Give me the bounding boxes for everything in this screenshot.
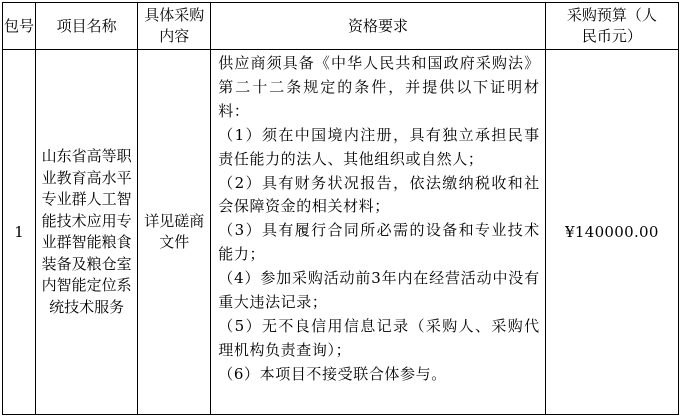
package-number-cell: 1 xyxy=(3,50,36,415)
header-procurement-content: 具体采购内容 xyxy=(138,3,211,50)
qualification-requirements-cell xyxy=(211,50,545,415)
requirements-intro: 供应商须具备《中华人民共和国政府采购法》第二十二条规定的条件，并提供以下证明材料： xyxy=(218,54,540,120)
requirement-item-5: （5）无不良信用信息记录（采购人、采购代理机构负责查询）； xyxy=(218,316,540,359)
requirement-item-1: （1）须在中国境内注册，具有独立承担民事责任能力的法人、其他组织或自然人； xyxy=(218,125,540,168)
header-project-name: 项目名称 xyxy=(36,3,138,50)
budget-cell: ¥140000.00 xyxy=(545,50,678,415)
table-row xyxy=(3,50,679,415)
requirement-item-3: （3）具有履行合同所必需的设备和专业技术能力； xyxy=(218,221,540,264)
procurement-table xyxy=(2,2,679,415)
header-package-number: 包号 xyxy=(3,3,36,50)
requirement-item-4: （4）参加采购活动前3年内在经营活动中没有重大违法记录； xyxy=(218,269,540,312)
header-row xyxy=(3,3,679,50)
header-qualification-requirements: 资格要求 xyxy=(211,3,545,50)
requirement-item-2: （2）具有财务状况报告，依法缴纳税收和社会保障资金的相关材料； xyxy=(218,173,540,216)
project-name-cell: 山东省高等职业教育高水平专业群人工智能技术应用专业群智能粮食装备及粮仓室内智能定位系统技术服务 xyxy=(36,50,138,415)
procurement-content-cell: 详见磋商文件 xyxy=(138,50,211,415)
header-budget: 采购预算（人民币元） xyxy=(545,3,678,50)
requirement-item-6: （6）本项目不接受联合体参与。 xyxy=(218,364,447,383)
